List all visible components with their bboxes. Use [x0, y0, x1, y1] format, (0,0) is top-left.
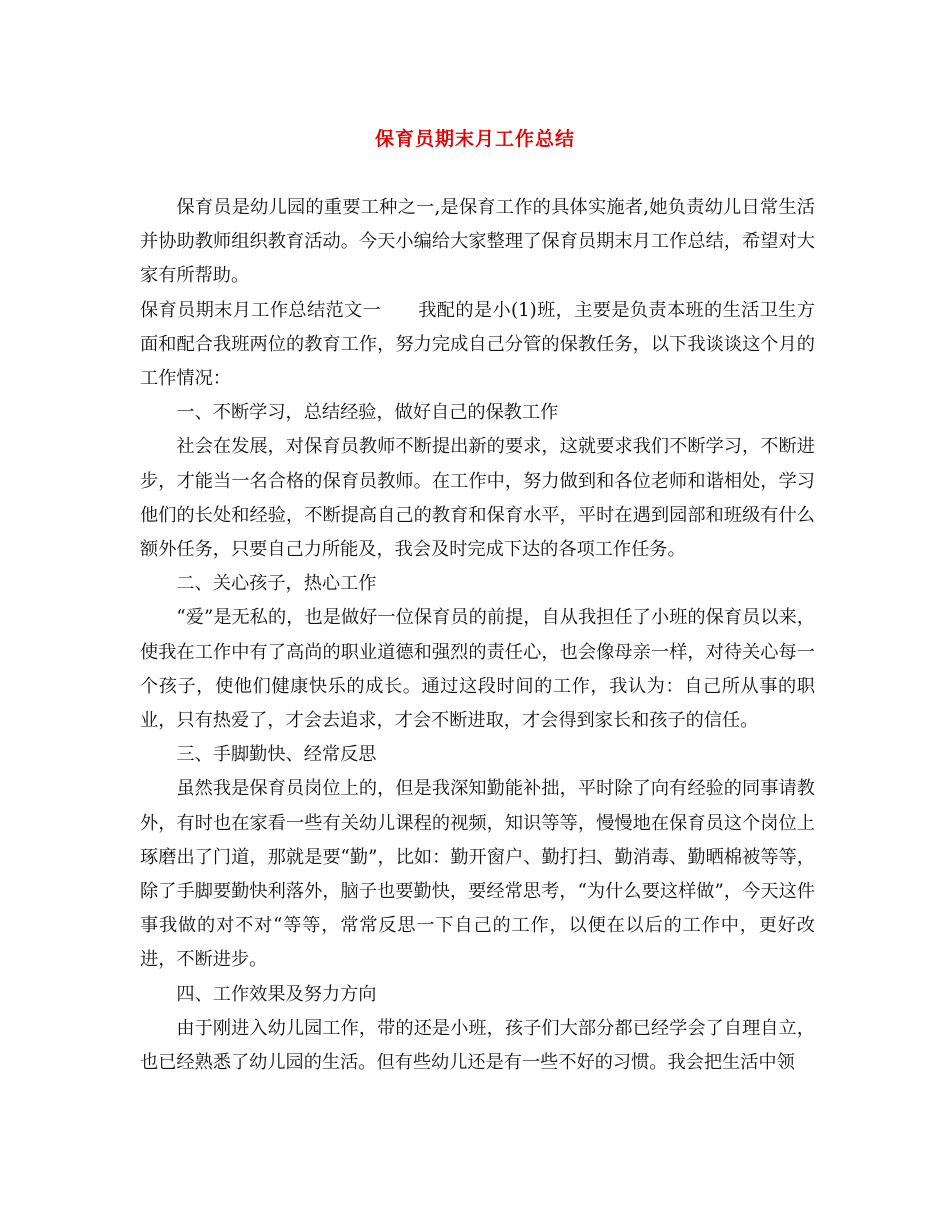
body-paragraph: 社会在发展，对保育员教师不断提出新的要求，这就要求我们不断学习，不断进步，才能当一名合格的保育员教师。在工作中，努力做到和各位老师和谐相处，学习他们的长处和经验，不断提高自己的教育和保育水平，平时在遇到园部和班级有什么额外任务，只要自己力所能及，我会及时完成下达的各项工作任务。: [140, 436, 815, 561]
body-paragraph: 保育员是幼儿园的重要工种之一,是保育工作的具体实施者,她负责幼儿日常生活并协助教师组织教育活动。今天小编给大家整理了保育员期末月工作总结，希望对大家有所帮助。: [140, 197, 815, 287]
body-paragraph: “爱”是无私的，也是做好一位保育员的前提，自从我担任了小班的保育员以来，使我在工作中有了高尚的职业道德和强烈的责任心，也会像母亲一样，对待关心每一个孩子，使他们健康快乐的成长。通过这段时间的工作，我认为：自己所从事的职业，只有热爱了，才会去追求，才会不断进取，才会得到家长和孩子的信任。: [140, 607, 815, 732]
document-body: [140, 191, 815, 1080]
section-heading: 四、工作效果及努力方向: [176, 983, 377, 1005]
section-heading: 二、关心孩子，热心工作: [176, 573, 377, 595]
body-paragraph: 虽然我是保育员岗位上的，但是我深知勤能补拙，平时除了向有经验的同事请教外，有时也在家看一些有关幼儿课程的视频，知识等等，慢慢地在保育员这个岗位上琢磨出了门道，那就是要“勤”，比如：勤开窗户、勤打扫、勤消毒、勤晒棉被等等，除了手脚要勤快利落外，脑子也要勤快，要经常思考，“为什么要这样做”，今天这件事我做的对不对“等等，常常反思一下自己的工作，以便在以后的工作中，更好改进，不断进步。: [140, 778, 815, 971]
body-paragraph: 由于刚进入幼儿园工作，带的还是小班，孩子们大部分都已经学会了自理自立，也已经熟悉了幼儿园的生活。但有些幼儿还是有一些不好的习惯。我会把生活中领: [140, 1017, 815, 1074]
body-paragraph: 保育员期末月工作总结范文一 我配的是小(1)班，主要是负责本班的生活卫生方面和配合我班两位的教育工作，努力完成自己分管的保教任务，以下我谈谈这个月的工作情况：: [140, 299, 815, 390]
section-heading: 一、不断学习，总结经验，做好自己的保教工作: [176, 402, 559, 424]
section-heading: 三、手脚勤快、经常反思: [176, 744, 377, 766]
document-title: 保育员期末月工作总结: [374, 128, 575, 150]
